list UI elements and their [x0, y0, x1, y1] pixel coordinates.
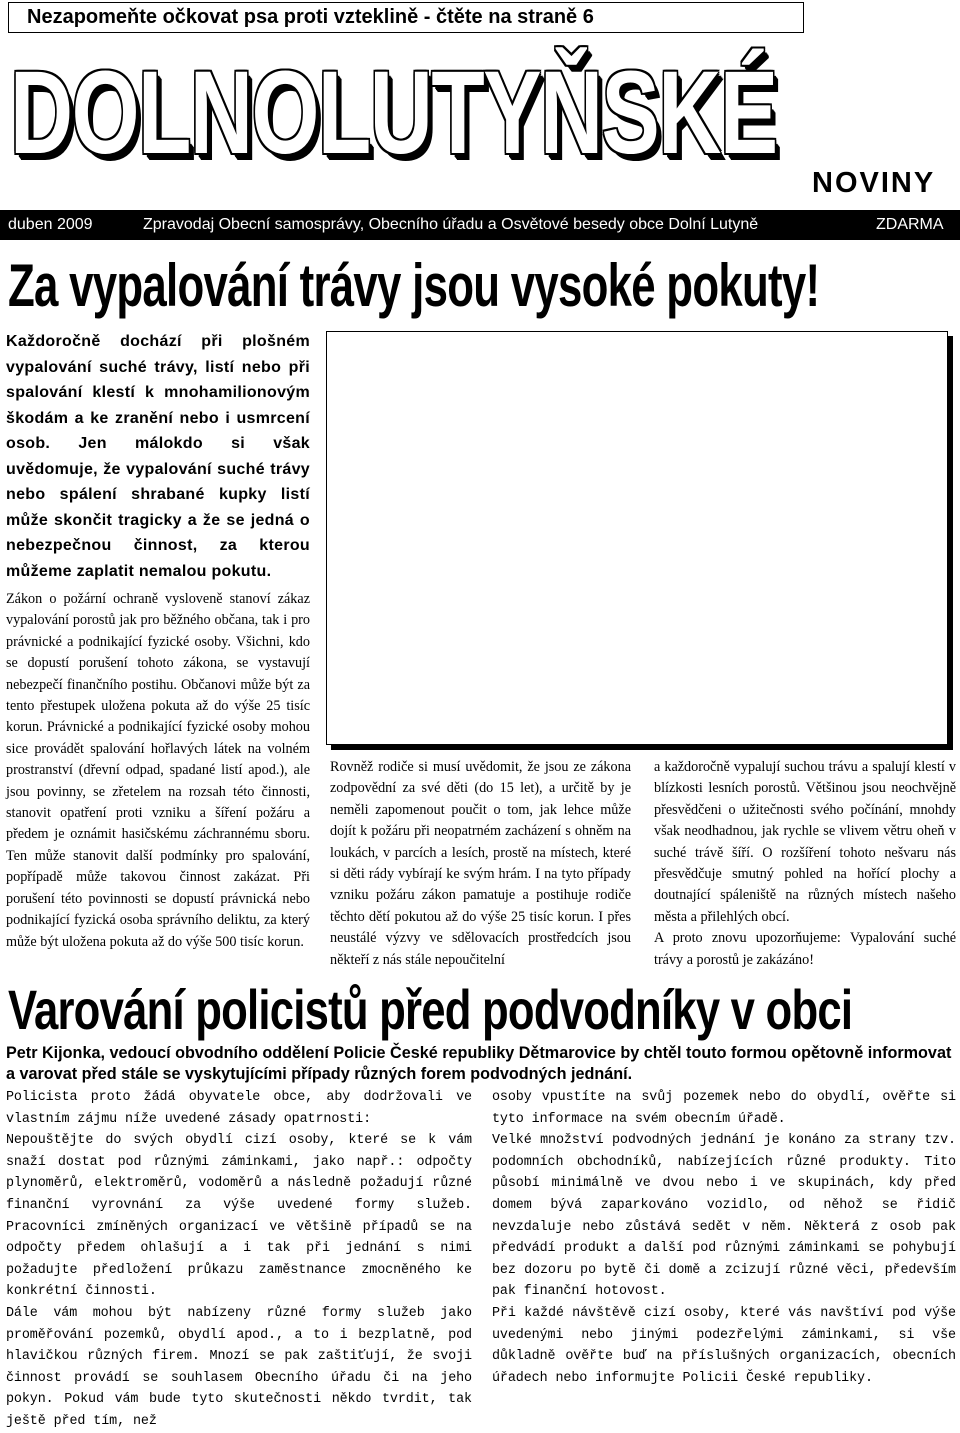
masthead [10, 38, 800, 198]
info-bar [0, 210, 960, 240]
article1-warning: A proto znovu upozorňujeme: Vypalování suché trávy a porostů je zakázáno! [654, 930, 956, 968]
article1-column-1: Zákon o požární ochraně vysloveně stanoví zákaz vypalování porostů jak pro běžného občana, tak i pro právnické a podnikající fyzické osoby. Všichni, kdo se dopustí porušení tohoto zákona, se vystavují nebezpečí finančního postihu. Občanovi může být za tento přestupek uložena pokuta až do výše 25 tisíc korun. Právnické a podnikající fyzické osoby mohou sice provádět spalování hořlavých látek na volném prostranství (dřevní odpad, spadané listí apod.), ale jsou povinny, se zřetelem na rozsah této činnosti, stanovit opatření proti vzniku a šíření požáru a předem je oznámit hasičskému záchrannému sboru. Ten může stanovit další podmínky pro spalování, popřípadě může takovou činnost zakázat. Při porušení této povinnosti se dopustí právnická nebo podnikající fyzická osoba správního deliktu, za který může být uložena pokuta až do výše 500 tisíc korun. [6, 591, 310, 950]
paragraph: Velké množství podvodných jednání je konáno za strany tzv. podomních obchodníků, nabízejících různé produkty. Tito působí minimálně ve dvou nebo i ve skupinách, kdy před domem bývá zaparkováno vozidlo, od něhož se řidič nevzdaluje nebo zůstává sedět v něm. Některá z osob pak předvádí produkt a další pod různými záminkami se pohybují bez dozoru po bytě či domě a zcizují různé věci, především pak finanční hotovost. [492, 1133, 956, 1300]
price-label: ZDARMA [876, 216, 944, 233]
paragraph: Dále vám mohou být nabízeny různé formy služeb jako proměřování pozemků, obydlí apod., a to i bezplatně, pod hlavičkou různých firem. Mnozí se pak zaštiťují, že svoji činnost provádí se souhlasem Obecního úřadu či na jeho pokyn. Pokud vám bude tyto skutečnosti někdo tvrdit, tak ještě před tím, než [6, 1305, 472, 1429]
paragraph: Policista proto žádá obyvatele obce, aby dodržovali ve vlastním zájmu níže uvedené zásady opatrnosti: [6, 1090, 472, 1127]
paragraph: osoby vpustíte na svůj pozemek nebo do obydlí, ověřte si tyto informace na svém obecním úřadě. [492, 1090, 956, 1127]
issue-date: duben 2009 [8, 216, 93, 233]
paragraph: Při každé návštěvě cizí osoby, které vás navštíví pod výše uvedenými nebo jinými podezřelými záminkami, si vše důkladně ověřte buď na příslušných organizacích, obecních úřadech nebo informujte Policii České republiky. [492, 1305, 956, 1386]
article-photo [326, 331, 948, 745]
masthead-title: DOLNOLUTYŇSKÉ [10, 47, 777, 179]
article2-column-2 [492, 1087, 956, 1389]
article2-column-1 [6, 1087, 472, 1433]
top-notice: Nezapomeňte očkovat psa proti vzteklině - čtěte na straně 6 [8, 2, 804, 33]
article1-lead: Každoročně dochází při plošném vypalování suché trávy, listí nebo při spalování klestí k mnohamilionovým škodám a ke zranění nebo i usmrcení osob. Jen málokdo si však uvědomuje, že vypalování suché trávy nebo spálení shrabané kupky listí může skončit tragicky a že se jedná o nebezpečnou činnost, za kterou můžeme zaplatit nemalou pokutu. [6, 333, 310, 580]
article2-lead: Petr Kijonka, vedoucí obvodního oddělení Policie České republiky Dětmarovice by chtěl touto formou opětovně informovat a varovat před stále se vyskytujícími případy různých forem podvodných jednání. [6, 1044, 952, 1083]
masthead-subtitle: NOVINY [812, 167, 936, 199]
article1-column-2: Rovněž rodiče si musí uvědomit, že jsou ze zákona zodpovědní za své děti (do 15 let), a určitě by je neměli zapomenout poučit o tom, jak lehce může dojít k požáru při neopatrném zacházení s ohněm na loukách, v parcích a lesích, prostě na místech, které si děti rády vybírají ke svým hrám. I na tyto případy vzniku požáru zákon pamatuje a postihuje rodiče těchto dětí pokutou až do výše 25 tisíc korun. I přes neustálé výzvy ve sdělovacích prostředcích jsou někteří z nás stále nepoučitelní [330, 759, 631, 968]
article1-headline: Za vypalování trávy jsou vysoké pokuty! [8, 252, 820, 319]
newsletter-description: Zpravodaj Obecní samosprávy, Obecního úřadu a Osvětové besedy obce Dolní Lutyně [143, 216, 759, 233]
article2-headline: Varování policistů před podvodníky v obci [8, 978, 853, 1041]
article1-column-3-text: a každoročně vypalují suchou trávu a spalují klestí v blízkosti lesních porostů. Většinou jsou neochvějně přesvědčeni o užitečnosti svého počínání, mnohdy však neodhadnou, jak rychle se vlivem větru oheň v suché trávě šíří. O rozšíření tohoto nešvaru nás přesvědčuje smutný pohled na hořící plochy a doutnající spáleniště na různých místech našeho města a přilehlých obcí. [654, 759, 956, 925]
paragraph: Nepouštějte do svých obydlí cizí osoby, které se k vám snaží dostat pod různými záminkami, jako např.: odpočty plynoměrů, elektroměrů, vodoměrů a následně požadují různé finanční vyrovnání za výše uvedené formy služeb. Pracovníci zmíněných organizací ve většině případů se na odpočty předem ohlašují a i tak při jednání s nimi požadujte předložení průkazu zaměstnance zmocněného ke konkrétní činnosti. [6, 1133, 472, 1300]
article1-column-3 [654, 757, 956, 971]
